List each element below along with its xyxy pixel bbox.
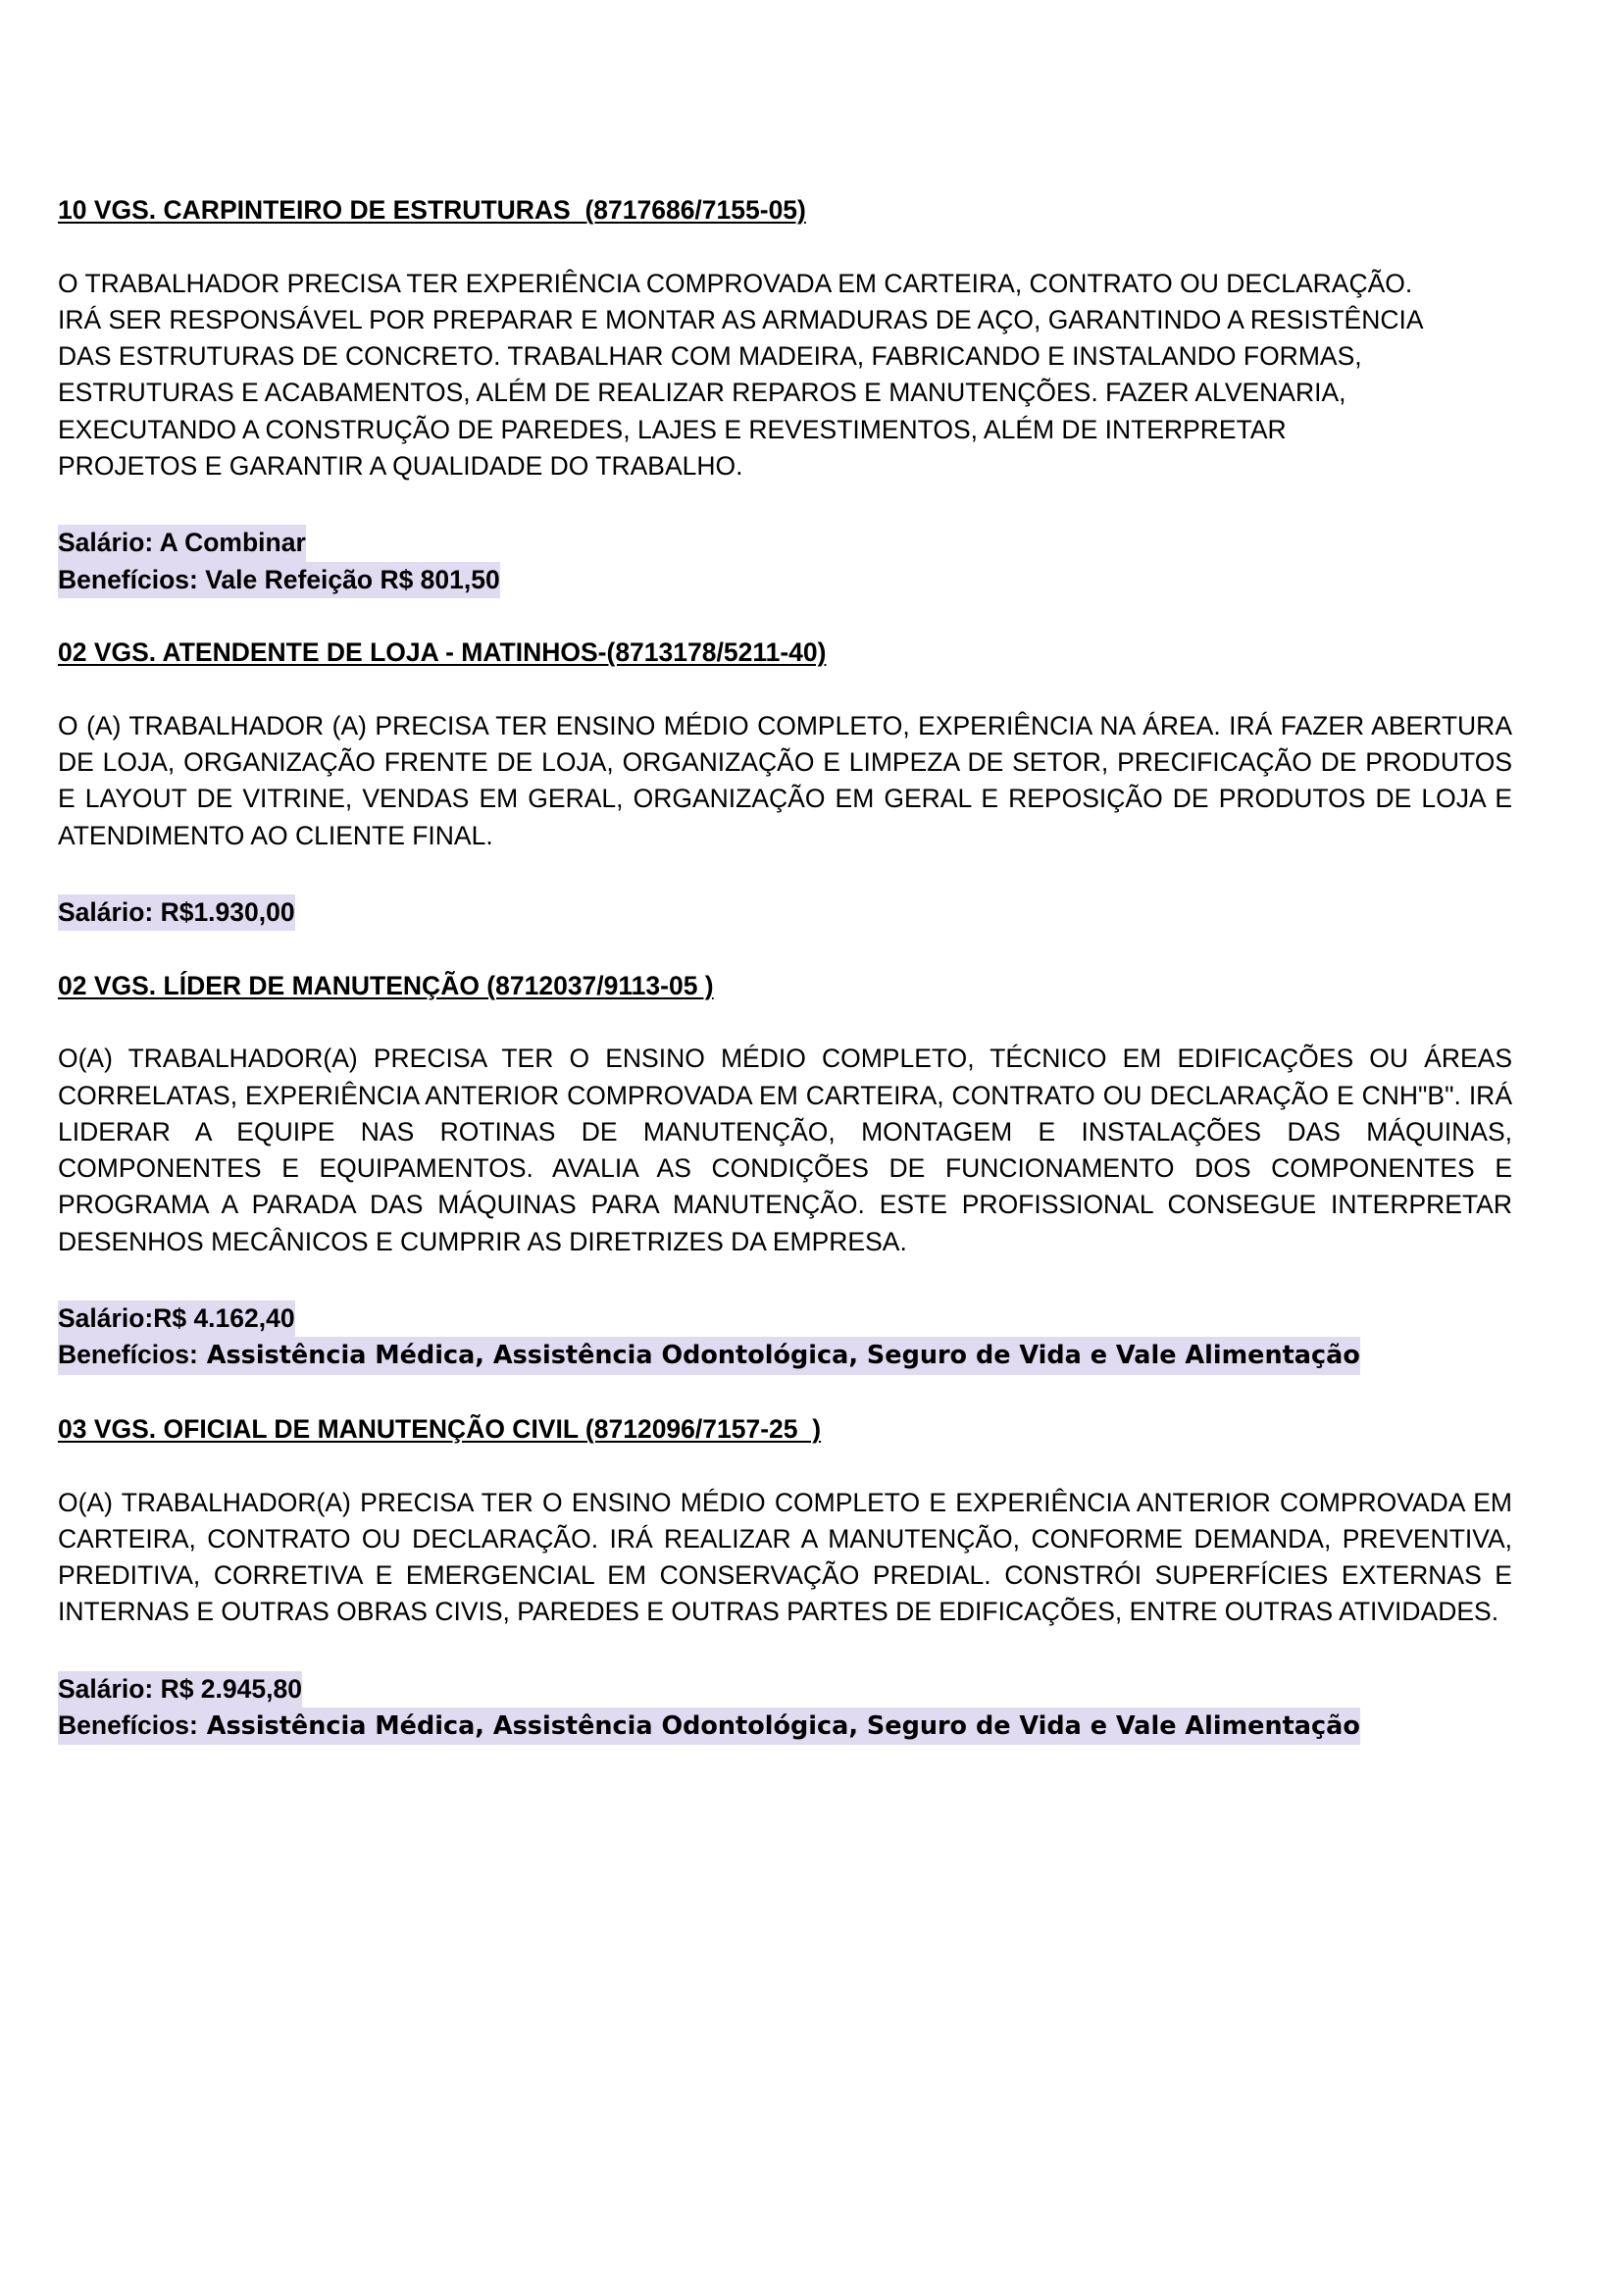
benefits-label	[58, 1337, 1360, 1374]
description-line: DAS ESTRUTURAS DE CONCRETO. TRABALHAR COM MADEIRA, FABRICANDO E INSTALANDO FORMAS,	[58, 341, 1362, 372]
description-line: IRÁ SER RESPONSÁVEL POR PREPARAR E MONTAR AS ARMADURAS DE AÇO, GARANTINDO A RESISTÊNCIA	[58, 304, 1424, 334]
job-title: 10 VGS. CARPINTEIRO DE ESTRUTURAS (8717686/7155-05)	[58, 195, 806, 225]
job-title: 02 VGS. ATENDENTE DE LOJA - MATINHOS-(8713178/5211-40)	[58, 637, 827, 668]
benefits-heading: Benefícios:	[58, 1340, 198, 1370]
job-listings	[58, 192, 1512, 1745]
job-title: 02 VGS. LÍDER DE MANUTENÇÃO (8712037/9113-05 )	[58, 970, 714, 1000]
description-line: EXECUTANDO A CONSTRUÇÃO DE PAREDES, LAJES E REVESTIMENTOS, ALÉM DE INTERPRETAR	[58, 414, 1287, 444]
benefits-label	[58, 1708, 1360, 1745]
benefits-list: Assistência Médica, Assistência Odontológica, Seguro de Vida e Vale Alimentação	[197, 1341, 1360, 1371]
salary-label: Salário: A Combinar	[58, 525, 306, 561]
description-line: O TRABALHADOR PRECISA TER EXPERIÊNCIA COMPROVADA EM CARTEIRA, CONTRATO OU DECLARAÇÃO.	[58, 268, 1413, 298]
job-description: O (A) TRABALHADOR (A) PRECISA TER ENSINO MÉDIO COMPLETO, EXPERIÊNCIA NA ÁREA. IRÁ FAZER ABERTURA DE LOJA, ORGANIZAÇÃO FRENTE DE LOJA, ORGANIZAÇÃO E LIMPEZA DE SETOR, PRECIFICAÇÃO DE PRODUTOS E LAYOUT DE VITRINE, VENDAS EM GERAL, ORGANIZAÇÃO EM GERAL E REPOSIÇÃO DE PRODUTOS DE LOJA E ATENDIMENTO AO CLIENTE FINAL.	[58, 710, 1512, 850]
job-description: O(A) TRABALHADOR(A) PRECISA TER O ENSINO MÉDIO COMPLETO E EXPERIÊNCIA ANTERIOR COMPROVADA EM CARTEIRA, CONTRATO OU DECLARAÇÃO. IRÁ REALIZAR A MANUTENÇÃO, CONFORME DEMANDA, PREVENTIVA, PREDITIVA, CORRETIVA E EMERGENCIAL EM CONSERVAÇÃO PREDIAL. CONSTRÓI SUPERFÍCIES EXTERNAS E INTERNAS E OUTRAS OBRAS CIVIS, PAREDES E OUTRAS PARTES DE EDIFICAÇÕES, ENTRE OUTRAS ATIVIDADES.	[58, 1487, 1512, 1627]
job-carpinteiro	[58, 192, 1512, 598]
job-oficial-manutencao	[58, 1411, 1512, 1745]
job-atendente	[58, 635, 1512, 931]
job-description	[58, 266, 1512, 485]
description-line: ESTRUTURAS E ACABAMENTOS, ALÉM DE REALIZAR REPAROS E MANUTENÇÕES. FAZER ALVENARIA,	[58, 378, 1346, 408]
salary-label: Salário:R$ 4.162,40	[58, 1300, 295, 1337]
benefits-heading: Benefícios:	[58, 1709, 198, 1740]
benefits-list: Assistência Médica, Assistência Odontológica, Seguro de Vida e Vale Alimentação	[197, 1710, 1360, 1741]
salary-label: Salário: R$ 2.945,80	[58, 1671, 302, 1708]
job-lider-manutencao	[58, 968, 1512, 1375]
job-title: 03 VGS. OFICIAL DE MANUTENÇÃO CIVIL (8712096/7157-25 )	[58, 1413, 822, 1444]
job-description: O(A) TRABALHADOR(A) PRECISA TER O ENSINO MÉDIO COMPLETO, TÉCNICO EM EDIFICAÇÕES OU ÁREAS CORRELATAS, EXPERIÊNCIA ANTERIOR COMPROVADA EM CARTEIRA, CONTRATO OU DECLARAÇÃO E CNH"B". IRÁ LIDERAR A EQUIPE NAS ROTINAS DE MANUTENÇÃO, MONTAGEM E INSTALAÇÕES DAS MÁQUINAS, COMPONENTES E EQUIPAMENTOS. AVALIA AS CONDIÇÕES DE FUNCIONAMENTO DOS COMPONENTES E PROGRAMA A PARADA DAS MÁQUINAS PARA MANUTENÇÃO. ESTE PROFISSIONAL CONSEGUE INTERPRETAR DESENHOS MECÂNICOS E CUMPRIR AS DIRETRIZES DA EMPRESA.	[58, 1044, 1512, 1256]
description-line: PROJETOS E GARANTIR A QUALIDADE DO TRABALHO.	[58, 451, 743, 482]
salary-label: Salário: R$1.930,00	[58, 894, 295, 931]
benefits-label: Benefícios: Vale Refeição R$ 801,50	[58, 562, 500, 598]
